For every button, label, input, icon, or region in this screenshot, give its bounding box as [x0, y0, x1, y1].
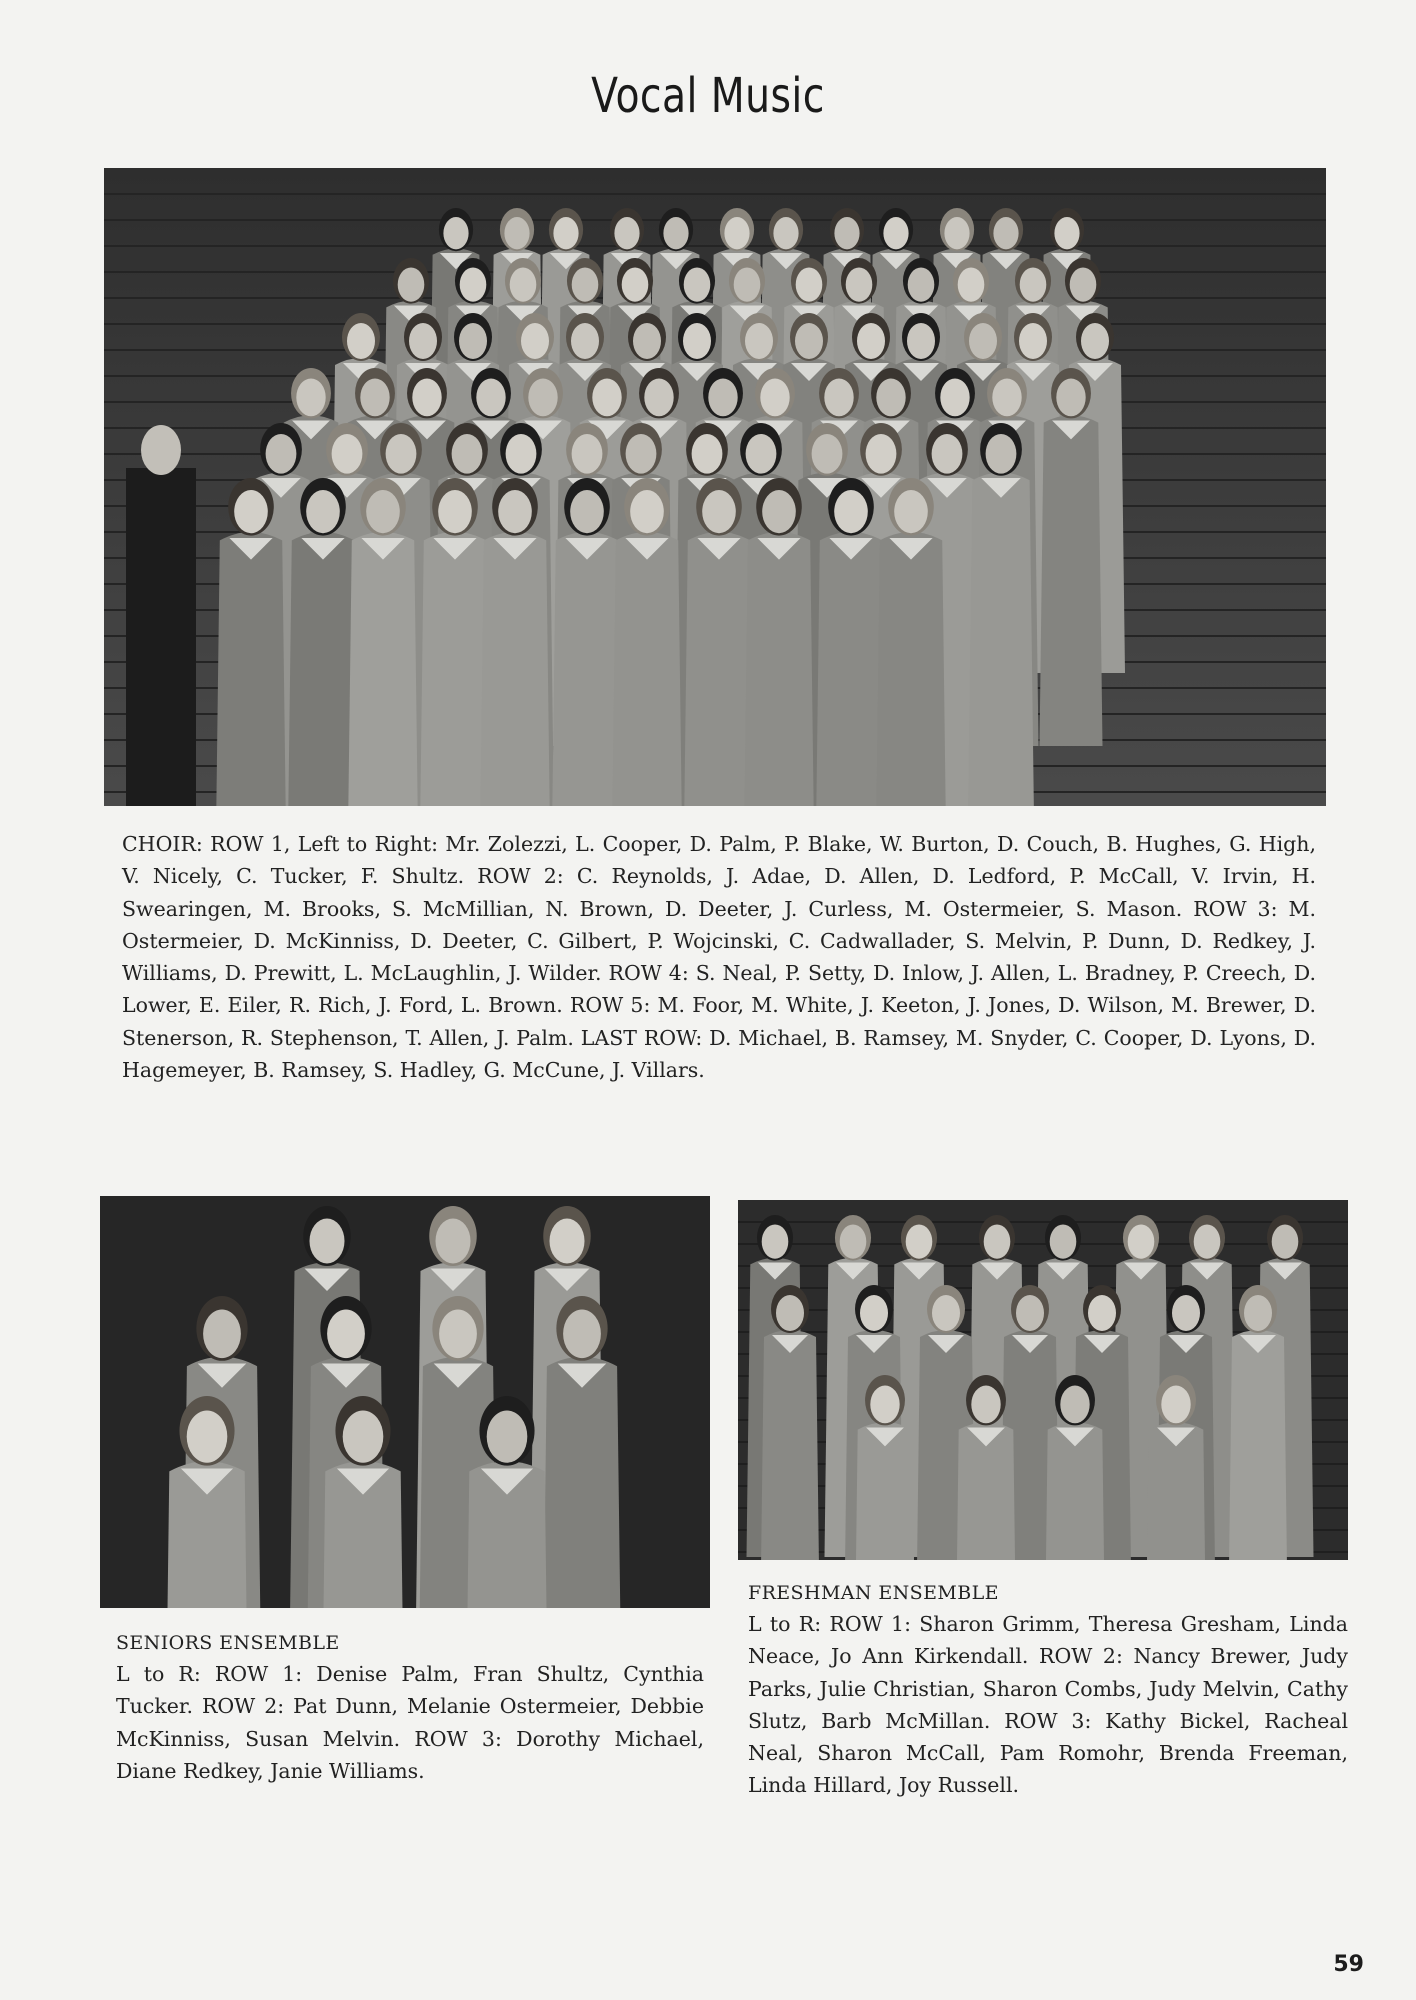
choir-photo [104, 168, 1326, 806]
seniors-photo-image [100, 1196, 710, 1608]
page-number: 59 [1333, 1952, 1364, 1977]
choir-caption-text: CHOIR: ROW 1, Left to Right: Mr. Zolezzi, L. Cooper, D. Palm, P. Blake, W. Burton, D. Couch, B. Hughes, G. High, V. Nicely, C. Tucker, F. Shultz. ROW 2: C. Reynolds, J. Adae, D. Allen, D. Ledford, P. McCall, V. Irvin, H. Swearingen, M. Brooks, S. McMillian, N. Brown, D. Deeter, J. Curless, M. Ostermeier, S. Mason. ROW 3: M. Ostermeier, D. McKinniss, D. Deeter, C. Gilbert, P. Wojcinski, C. Cadwallader, S. Melvin, P. Dunn, D. Redkey, J. Williams, D. Prewitt, L. McLaughlin, J. Wilder. ROW 4: S. Neal, P. Setty, D. Inlow, J. Allen, L. Bradney, P. Creech, D. Lower, E. Eiler, R. Rich, J. Ford, L. Brown. ROW 5: M. Foor, M. White, J. Keeton, J. Jones, D. Wilson, M. Brewer, D. Stenerson, R. Stephenson, T. Allen, J. Palm. LAST ROW: D. Michael, B. Ramsey, M. Snyder, C. Cooper, D. Lyons, D. Hagemeyer, B. Ramsey, S. Hadley, G. McCune, J. Villars. [122, 832, 1316, 1083]
freshman-heading: FRESHMAN ENSEMBLE [748, 1582, 999, 1604]
freshman-ensemble-photo [738, 1200, 1348, 1560]
choir-caption [122, 828, 1316, 1086]
seniors-caption-text: L to R: ROW 1: Denise Palm, Fran Shultz, Cynthia Tucker. ROW 2: Pat Dunn, Melanie Ostermeier, Debbie McKinniss, Susan Melvin. ROW 3: Dorothy Michael, Diane Redkey, Janie Williams. [116, 1662, 704, 1783]
page-title: Vocal Music [591, 68, 825, 124]
choir-photo-image [104, 168, 1326, 806]
freshman-caption-text: L to R: ROW 1: Sharon Grimm, Theresa Gresham, Linda Neace, Jo Ann Kirkendall. ROW 2: Nancy Brewer, Judy Parks, Julie Christian, Sharon Combs, Judy Melvin, Cathy Slutz, Barb McMillan. ROW 3: Kathy Bickel, Racheal Neal, Sharon McCall, Pam Romohr, Brenda Freeman, Linda Hillard, Joy Russell. [748, 1612, 1348, 1798]
seniors-heading: SENIORS ENSEMBLE [116, 1632, 340, 1654]
freshman-caption [748, 1578, 1348, 1802]
seniors-caption [116, 1628, 704, 1787]
seniors-ensemble-photo [100, 1196, 710, 1608]
freshman-photo-image [738, 1200, 1348, 1560]
